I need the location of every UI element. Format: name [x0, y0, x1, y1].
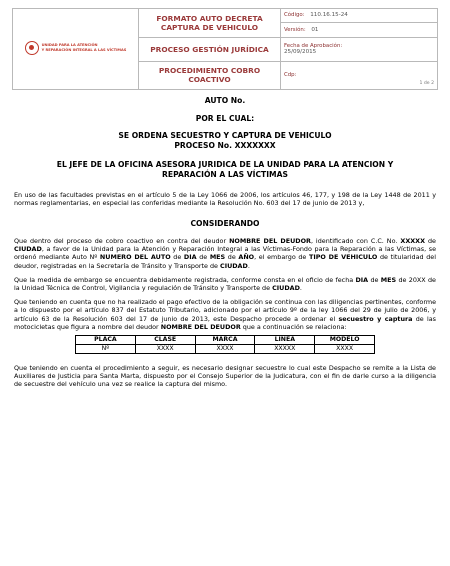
document-body — [14, 96, 436, 389]
paragraph-embargo: Que dentro del proceso de cobro coactivo en contra del deudor NOMBRE DEL DEUDOR, identificado con C.C. No. XXXXX de CIUDAD, a favor de la Unidad para la Atención y Reparación Integral a las Víctimas-Fondo para la Reparación a las Víctimas, se ordenó mediante Auto Nº NUMERO DEL AUTO de DIA de MES de AÑO, el embargo de TIPO DE VEHICULO de titularidad del deudor, registradas en la Secretaría de Tránsito y Transporte de CIUDAD. — [14, 236, 436, 270]
header-clase: CLASE — [135, 335, 195, 344]
approval-value: 25/09/2015 — [284, 49, 317, 56]
format-title-cell — [139, 9, 281, 38]
unidad-logo — [25, 41, 127, 55]
format-title-line2: CAPTURA DE VEHICULO — [160, 22, 259, 32]
paragraph-secuestre: Que teniendo en cuenta el procedimiento a seguir, es necesario designar secuestre lo cual este Despacho se remite a la Lista de Auxiliares de Justicia para Santa Marta, dispuesto por el Consejo Superior de la Judicatura, con el fin de darle curso a la diligencia de secuestre del vehículo una vez se realice la captura del mismo. — [14, 363, 436, 389]
order-heading-line1: SE ORDENA SECUESTRO Y CAPTURA DE VEHICULO — [118, 131, 332, 140]
code-cell — [281, 9, 438, 23]
header-linea: LINEA — [255, 335, 315, 344]
cell-linea: XXXXX — [255, 344, 315, 353]
procedure-title-cell — [139, 61, 281, 89]
approval-label: Fecha de Aprobación: — [284, 42, 343, 49]
por-el-cual-heading: POR EL CUAL: — [195, 113, 255, 123]
code-label: Código: — [284, 12, 305, 19]
vehicle-table — [75, 335, 375, 354]
process-title-cell — [139, 37, 281, 61]
vehicle-table-header — [76, 335, 375, 344]
format-title-line1: FORMATO AUTO DECRETA — [156, 13, 263, 23]
page-number: 1 de 2 — [419, 81, 434, 87]
auto-number-heading: AUTO No. — [204, 96, 246, 105]
approval-cell — [281, 37, 438, 61]
page-cell — [281, 61, 438, 89]
cell-modelo: XXXX — [315, 344, 375, 353]
header-marca: MARCA — [195, 335, 255, 344]
office-heading-line1: EL JEFE DE LA OFICINA ASESORA JURIDICA DE LA UNIDAD PARA LA ATENCION Y — [56, 160, 394, 169]
paragraph-registro: Que la medida de embargo se encuentra debidamente registrada, conforme consta en el oficio de fecha DIA de MES de 20XX de la Unidad Técnica de Control, Vigilancia y regulación de Tránsito y Transporte de CIUDAD. — [14, 275, 436, 292]
office-heading-line2: REPARACIÓN A LAS VÍCTIMAS — [162, 169, 288, 179]
logo-cell — [13, 9, 139, 90]
process-title: PROCESO GESTIÓN JURÍDICA — [150, 44, 269, 54]
procedure-title-line2: COACTIVO — [188, 75, 231, 85]
version-label: Versión: — [284, 26, 306, 33]
cell-placa: Nº — [76, 344, 136, 353]
cell-clase: XXXX — [135, 344, 195, 353]
page-label: Cdp: — [284, 72, 297, 79]
logo-text-line1: UNIDAD PARA LA ATENCIÓN — [41, 42, 98, 47]
version-cell — [281, 23, 438, 37]
considerando-heading: CONSIDERANDO — [190, 219, 260, 229]
header-modelo: MODELO — [315, 335, 375, 344]
logo-emblem-icon — [25, 41, 39, 55]
version-value: 01 — [311, 26, 319, 33]
logo-text-line2: Y REPARACIÓN INTEGRAL A LAS VÍCTIMAS — [41, 47, 127, 52]
intro-paragraph: En uso de las facultades previstas en el artículo 5 de la Ley 1066 de 2006, los artículos 46, 177, y 198 de la Ley 1448 de 2011 y normas reglamentarias, en especial las conferidas mediante la Resolución No. 603 del 17 de junio de 2013 y, — [14, 191, 436, 208]
procedure-title-line1: PROCEDIMIENTO COBRO — [158, 66, 261, 76]
table-row — [76, 344, 375, 353]
document-header — [12, 8, 438, 90]
header-placa: PLACA — [76, 335, 136, 344]
cell-marca: XXXX — [195, 344, 255, 353]
paragraph-secuestro: Que teniendo en cuenta que no ha realizado el pago efectivo de la obligación se continua con las diligencias pertinentes, conforme a lo dispuesto por el artículo 837 del Estatuto Tributario, adicionado por el artículo 9º de la ley 1066 del 29 de julio de 2006, y artículo 63 de la Resolución 603 del 17 de junio de 2013, este Despacho procede a ordenar el secuestro y captura de las motocicletas que figura a nombre del deudor NOMBRE DEL DEUDOR que a continuación se relaciona: — [14, 298, 436, 331]
code-value: 110.16.15-24 — [310, 12, 348, 19]
order-heading-line2: PROCESO No. XXXXXXX — [174, 140, 276, 150]
